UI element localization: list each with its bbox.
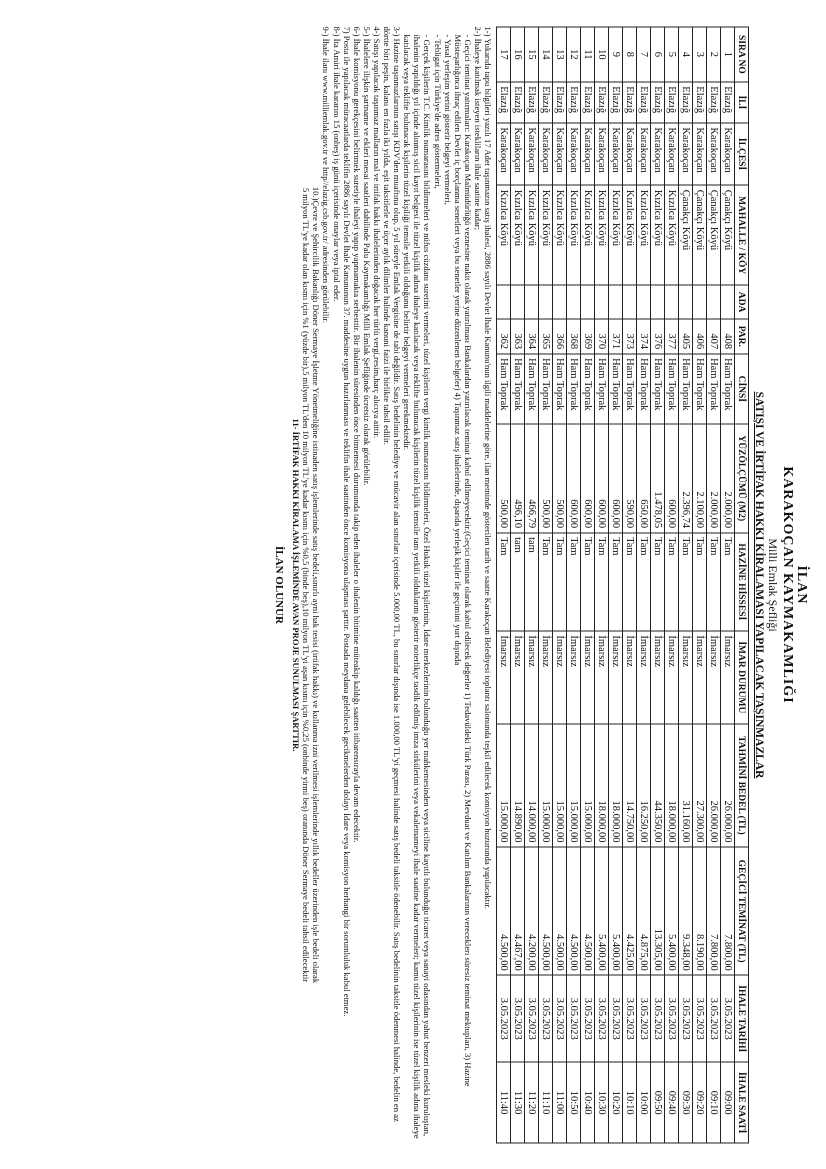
table-cell: 10:50 — [567, 1062, 581, 1143]
table-cell: Elazığ — [497, 81, 511, 122]
table-cell: Çanakçı Köyü — [707, 185, 721, 285]
table-cell: 2.396,74 — [679, 423, 693, 532]
table-cell: 10 — [595, 27, 609, 82]
table-cell: Ham Toprak — [497, 353, 511, 423]
table-cell: Karakoçan — [553, 122, 567, 184]
table-cell: 14.000,00 — [525, 723, 539, 846]
table-cell: 4.875,00 — [637, 847, 651, 975]
table-cell: Elazığ — [609, 81, 623, 122]
table-cell: 3.05.2023 — [651, 975, 665, 1062]
table-cell: Ham Toprak — [567, 353, 581, 423]
tender-notes — [291, 26, 493, 1143]
table-cell: 4.425,00 — [623, 847, 637, 975]
table-row — [679, 27, 693, 1143]
table-cell: 368 — [567, 318, 581, 353]
table-cell: 10:20 — [609, 1062, 623, 1143]
table-cell: Karakoçan — [595, 122, 609, 184]
table-row — [721, 27, 735, 1143]
note-2-teminat: - Geçici teminat yatırmaları: Karakoçan Malmüdürlüğü veznesine nakit olarak yatırılması Bankalardan yatırılacak teminat kabul edilmeyecektir.(Geçici teminat olarak kabul edilecek değerler 1) Tedavüldeki Türk Parası, 2) Mevduat ve Katılım Bankalarının vereceklerı süresiz teminat mektupları, 3) Hazine Müsteşarlığınca ihraç edilen Devlet iç borçlanma senetleri veya bu senetler yerine düzenlenen belgeler) 4) Taşınmaz satış ihalelerinde, dışarıda yerleşik kişiler ile geçimini yurt dışında — [452, 34, 473, 1087]
table-cell: Elazığ — [679, 81, 693, 122]
note-7: 7) Posta ile yapılacak müracaatlarda teklifin 2886 sayılı Devlet İhale Kanununun 37. maddesine uygun hazırlanması ve teklifin ihale saatinden önce komisyona ulaşması şarttır. Postada meydana gelebilecek gecikmelerden dolayı İdare veya komisyon herhangi bir sorumluluk kabul etmez. — [341, 26, 352, 1016]
table-cell: Karakoçan — [539, 122, 553, 184]
table-cell: Kızılca Köyü — [665, 185, 679, 285]
table-cell: Ham Toprak — [525, 353, 539, 423]
table-cell: 27.300,00 — [693, 723, 707, 846]
table-cell: Tam — [567, 532, 581, 630]
table-cell: Tam — [539, 532, 553, 630]
table-cell: 8 — [623, 27, 637, 82]
table-cell: tam — [525, 532, 539, 630]
table-cell: 09:50 — [651, 1062, 665, 1143]
table-cell: 4.500,00 — [553, 847, 567, 975]
table-cell: 3.05.2023 — [525, 975, 539, 1062]
table-cell: 363 — [511, 318, 525, 353]
note-2-tebligat: - Tebligat için Türkiye'de adres göstermeleri, — [432, 34, 443, 189]
table-cell: 2.000,00 — [721, 423, 735, 532]
table-cell: İmarsız — [679, 630, 693, 723]
table-cell: İmarsız — [595, 630, 609, 723]
table-title: SATIŞI VE İRTİFAK HAKKI KİRALAMASI YAPILACAK TAŞINMAZLAR — [753, 391, 765, 778]
table-cell: 3.05.2023 — [623, 975, 637, 1062]
table-cell: 365 — [539, 318, 553, 353]
table-cell: İmarsız — [707, 630, 721, 723]
table-cell: Karakoçan — [497, 122, 511, 184]
table-cell: Elazığ — [553, 81, 567, 122]
table-cell: 408 — [721, 318, 735, 353]
table-cell: 500,00 — [497, 423, 511, 532]
table-cell: 2 — [707, 27, 721, 82]
table-header-row — [735, 27, 749, 1143]
table-cell: Karakoçan — [707, 122, 721, 184]
table-cell: Tam — [679, 532, 693, 630]
table-cell: 3.05.2023 — [595, 975, 609, 1062]
table-cell: İmarsız — [665, 630, 679, 723]
column-header: İLİ — [735, 81, 749, 122]
table-cell: 8.190,00 — [693, 847, 707, 975]
table-cell: 31.160,00 — [679, 723, 693, 846]
table-cell: 366 — [553, 318, 567, 353]
table-cell: 16 — [511, 27, 525, 82]
table-cell: Karakoçan — [567, 122, 581, 184]
table-cell: Tam — [497, 532, 511, 630]
table-cell: 4.500,00 — [539, 847, 553, 975]
table-cell: Ham Toprak — [665, 353, 679, 423]
note-5: 5-) İhalelere ilişkin şartname ve ekleri mesai saatleri dahilinde Palu Kaymakamlığı Milli Emlak Şefliğinde ücretsiz olarak görülebilir. — [361, 26, 372, 485]
table-cell: Ham Toprak — [623, 353, 637, 423]
table-cell: 5.400,00 — [595, 847, 609, 975]
table-cell: 3.05.2023 — [581, 975, 595, 1062]
table-cell — [665, 285, 679, 319]
table-cell: Karakoçan — [623, 122, 637, 184]
table-cell: Kızılca Köyü — [567, 185, 581, 285]
dept-name: Milli Emlak Şefliği — [766, 537, 780, 632]
table-cell — [721, 285, 735, 319]
table-cell: İmarsız — [651, 630, 665, 723]
column-header: İHALE SAATİ — [735, 1062, 749, 1143]
table-cell: 12 — [567, 27, 581, 82]
table-cell: 15.000,00 — [581, 723, 595, 846]
table-cell: 11 — [581, 27, 595, 82]
column-header: PAR. — [735, 318, 749, 353]
table-cell: 1 — [721, 27, 735, 82]
note-10: 10.)Çevre ve Şehircilik Bakanlığı Döner Sermaye İşletme Yönetmeliğine istinaden satış işlemlerinde satış bedeli,sınırlı ayni hak tesisi (irtifak hakkı) ve kullanma izni verilmesi işlemlerinde yıllık bedeller üzerinden işle bedeli olarak — [311, 186, 322, 983]
table-cell: 09:40 — [665, 1062, 679, 1143]
table-cell: 374 — [637, 318, 651, 353]
table-cell: Karakoçan — [609, 122, 623, 184]
table-row — [707, 27, 721, 1143]
table-cell: 3.05.2023 — [609, 975, 623, 1062]
table-cell: 9.348,00 — [679, 847, 693, 975]
table-cell: Tam — [693, 532, 707, 630]
table-cell: Karakoçan — [637, 122, 651, 184]
table-cell: 496,10 — [511, 423, 525, 532]
table-cell: Ham Toprak — [693, 353, 707, 423]
table-cell: Karakoçan — [651, 122, 665, 184]
table-cell: 3 — [693, 27, 707, 82]
table-cell: Tam — [595, 532, 609, 630]
table-cell: 17 — [497, 27, 511, 82]
table-cell: İmarsız — [567, 630, 581, 723]
table-cell: Elazığ — [623, 81, 637, 122]
table-cell: Ham Toprak — [679, 353, 693, 423]
table-cell: Elazığ — [707, 81, 721, 122]
table-cell: 5 — [665, 27, 679, 82]
table-cell: Elazığ — [581, 81, 595, 122]
closing-line: İLAN OLUNUR — [273, 545, 286, 624]
table-cell: 2.000,00 — [707, 423, 721, 532]
column-header: İHALE TARİHİ — [735, 975, 749, 1062]
table-cell: İmarsız — [497, 630, 511, 723]
table-cell: Kızılca Köyü — [651, 185, 665, 285]
note-6: 6-) İhale komisyonu gerekçesini belirtmek suretiyle ihaleyi yapıp yapmamakta serbesttir. Bir ihalenin süresinden önce bitmemesi durumunda takip eden ihaleler o ihalenin bitimine müteakip kaldığı saatten itibarensırayla devam edecektir. — [351, 26, 362, 842]
table-cell: 2.100,00 — [693, 423, 707, 532]
table-row — [567, 27, 581, 1143]
table-cell: Elazığ — [525, 81, 539, 122]
table-cell: Elazığ — [693, 81, 707, 122]
table-row — [637, 27, 651, 1143]
table-cell: 11:30 — [511, 1062, 525, 1143]
table-cell: Tam — [651, 532, 665, 630]
table-row — [525, 27, 539, 1143]
table-cell — [637, 285, 651, 319]
table-cell — [539, 285, 553, 319]
table-cell: 09:30 — [679, 1062, 693, 1143]
table-cell — [623, 285, 637, 319]
table-cell — [567, 285, 581, 319]
note-10-rates: 5 milyon TL'ye kadar olan kısmı için %1 (yüzde bir),5 milyon TL'den 10 milyon TL'ye kadar kısmı için %0,5 (binde beş),10 milyon TL'yi aşan kısmı için %0,25 (onbinde yirmi beş) oranında Döner Sermaye bedeli tahsil edilecektir — [301, 187, 312, 982]
table-cell: Elazığ — [665, 81, 679, 122]
note-2: 2-) İhaleye katılmak isteyen istekliların ihale saatine kadar; — [472, 26, 483, 230]
table-cell: 3.05.2023 — [721, 975, 735, 1062]
table-cell: Çanakçı Köyü — [693, 185, 707, 285]
table-cell: 600,00 — [665, 423, 679, 532]
table-cell: Ham Toprak — [721, 353, 735, 423]
table-cell: 4.500,00 — [497, 847, 511, 975]
table-cell: 10:00 — [637, 1062, 651, 1143]
table-cell: Ham Toprak — [539, 353, 553, 423]
table-cell: 4.467,00 — [511, 847, 525, 975]
table-cell: Ham Toprak — [511, 353, 525, 423]
table-cell: Kızılca Köyü — [497, 185, 511, 285]
table-row — [693, 27, 707, 1143]
table-cell: 11:10 — [539, 1062, 553, 1143]
table-row — [595, 27, 609, 1143]
table-cell — [693, 285, 707, 319]
table-cell: İmarsız — [609, 630, 623, 723]
table-cell: Elazığ — [595, 81, 609, 122]
column-header: CİNSİ — [735, 353, 749, 423]
column-header: TAHMİNİ BEDEL (TL) — [735, 723, 749, 846]
table-cell: İmarsız — [525, 630, 539, 723]
table-cell — [679, 285, 693, 319]
table-cell — [707, 285, 721, 319]
table-cell: 600,00 — [581, 423, 595, 532]
table-cell — [651, 285, 665, 319]
table-cell: 362 — [497, 318, 511, 353]
table-cell: 4.500,00 — [581, 847, 595, 975]
table-cell: Ham Toprak — [637, 353, 651, 423]
table-cell — [553, 285, 567, 319]
announcement-title: İLAN — [794, 564, 809, 604]
table-cell: Ham Toprak — [609, 353, 623, 423]
table-cell: Karakoçan — [525, 122, 539, 184]
table-cell: 15.000,00 — [567, 723, 581, 846]
table-cell: 14.750,00 — [623, 723, 637, 846]
table-row — [651, 27, 665, 1143]
table-cell: Elazığ — [651, 81, 665, 122]
column-header: HAZİNE HİSSESİ — [735, 532, 749, 630]
table-cell: 9 — [609, 27, 623, 82]
table-cell: 4.500,00 — [567, 847, 581, 975]
table-cell: 5.400,00 — [609, 847, 623, 975]
table-cell: 13.305,00 — [651, 847, 665, 975]
table-cell: Çanakçı Köyü — [679, 185, 693, 285]
column-header: İMAR DURUMU — [735, 630, 749, 723]
table-cell: Tam — [609, 532, 623, 630]
table-cell: Tam — [665, 532, 679, 630]
note-3: 3-) Hazine taşınmazlarının satışı KDV'den muaftına olup, 5 yıl süreyle Emlak Vergisine de tabi değildir. Satış bedelinin belediye ve mücavir alan sınırları içerisinde 5.000,00 TL, bu sınırlar dışında ise 1.000,00 TL'yi geçmesi halinde satış bedeli taksitle ödenebilir. Satış bedelinin taksitle ödenmesi halinde, bedelin en az dörtte biri peşin, kalanı en fazla iki yılda, eşit taksitlerle ve üçer aylık dilimler halinde kanuni faizi ile birlikte tahsil edilir. — [382, 26, 403, 1122]
table-cell — [525, 285, 539, 319]
table-cell: 13 — [553, 27, 567, 82]
table-cell: 14 — [539, 27, 553, 82]
column-header: GEÇİCİ TEMİNAT (TL) — [735, 847, 749, 975]
table-cell — [497, 285, 511, 319]
table-cell: 18.000,00 — [609, 723, 623, 846]
note-2-kimlik: - Gerçek kişilerin T.C. Kimlik numarasını bildirmeleri ve nüfus cüzdanı suretini vermeleri, tüzel kişilerin vergi kimlik numarasını bildirmeleri, Özel Hukuk tüzel kişilerinin, İdare merkezlerinin bulunduğu yer mahkemesinden veya siciline kayıtlı bulunduğu ticaret veya sanayi odasından yahut benzeri mesleki kuruluştan, ihalenin yapıldığı yıl içinde alınmış sicil kayıt belgesi ile tüzel kişilik adına ihaleye katılacak veya teklifte bulunacak kişilerin tüzel kişilik temsile tam yetkili olduklarını gösterir noterlikçe tasdik edilmiş imza sirkülerini veya vekaletnameyi ihale saatine kadar vermeleri; kamu tüzel kişilerinin ise tüzel kişilik adına ihaleye katılacak veya teklifte bulunacak kişilerin tüzel kişiliği temsile yetkili olduğunu belirtir belgeyi vermeleri gerekmektedir. — [402, 34, 433, 1139]
table-row — [539, 27, 553, 1143]
note-11: 11- İRTİFAK HAKKI KİRALAMA İŞLEMİNDE AVAN PROJE SUNULMASI ŞARTTIR. — [291, 418, 302, 751]
table-cell: 7.800,00 — [707, 847, 721, 975]
document-header — [752, 26, 808, 1143]
table-cell: Elazığ — [539, 81, 553, 122]
table-cell: 590,00 — [623, 423, 637, 532]
table-cell: 18.000,00 — [595, 723, 609, 846]
table-cell: İmarsız — [581, 630, 595, 723]
table-cell: 500,00 — [553, 423, 567, 532]
table-row — [581, 27, 595, 1143]
table-cell — [595, 285, 609, 319]
table-cell: 3.05.2023 — [497, 975, 511, 1062]
table-cell: 7.800,00 — [721, 847, 735, 975]
table-cell: 3.05.2023 — [539, 975, 553, 1062]
table-cell: 26.000,00 — [707, 723, 721, 846]
note-2-yerlesim: - Yasal yerleşim yerini gösterir belgeyi vermeleri, — [442, 34, 453, 205]
table-body — [497, 27, 735, 1143]
table-cell: Elazığ — [721, 81, 735, 122]
table-cell: İmarsız — [693, 630, 707, 723]
table-cell: 364 — [525, 318, 539, 353]
table-cell: Ham Toprak — [595, 353, 609, 423]
table-cell: 3.05.2023 — [693, 975, 707, 1062]
table-cell: 10:40 — [581, 1062, 595, 1143]
table-cell: Karakoçan — [665, 122, 679, 184]
table-cell — [581, 285, 595, 319]
table-cell: tam — [511, 532, 525, 630]
table-cell: 370 — [595, 318, 609, 353]
table-cell: 3.05.2023 — [679, 975, 693, 1062]
table-cell — [609, 285, 623, 319]
table-cell: 26.000,00 — [721, 723, 735, 846]
table-cell: 371 — [609, 318, 623, 353]
table-cell: 3.05.2023 — [637, 975, 651, 1062]
table-cell: Ham Toprak — [553, 353, 567, 423]
table-cell: 18.000,00 — [665, 723, 679, 846]
table-cell: 11:40 — [497, 1062, 511, 1143]
table-cell: 600,00 — [595, 423, 609, 532]
table-cell: Kızılca Köyü — [581, 185, 595, 285]
table-cell: 600,00 — [567, 423, 581, 532]
table-cell: Kızılca Köyü — [525, 185, 539, 285]
table-cell: 650,00 — [637, 423, 651, 532]
table-cell: 600,00 — [609, 423, 623, 532]
table-cell: 14.890,00 — [511, 723, 525, 846]
table-cell: Karakoçan — [581, 122, 595, 184]
org-name: KARAKOÇAN KAYMAKAMLIĞI — [780, 465, 795, 704]
table-cell: İmarsız — [623, 630, 637, 723]
table-cell: 406 — [693, 318, 707, 353]
table-cell: İmarsız — [553, 630, 567, 723]
table-cell: Elazığ — [567, 81, 581, 122]
table-cell: 11:20 — [525, 1062, 539, 1143]
column-header: SIRA NO — [735, 27, 749, 82]
table-row — [665, 27, 679, 1143]
table-cell: 4.200,00 — [525, 847, 539, 975]
table-cell: 377 — [665, 318, 679, 353]
table-cell: Tam — [637, 532, 651, 630]
column-header: ADA — [735, 285, 749, 319]
table-cell: 373 — [623, 318, 637, 353]
table-cell: 10:10 — [623, 1062, 637, 1143]
table-row — [497, 27, 511, 1143]
table-cell: Elazığ — [637, 81, 651, 122]
note-1: 1-) Yukarıda tapu bilgileri yazılı 17 Adet taşınmazın satış ihalesi, 2886 sayılı Devlet İhale Kanunu'nun ilgili maddelerine göre, ilan metninde gösterilen tarih ve saatte Karakoçan Belediyesi toplantı salonunda teşkil edilecek komisyon huzurunda yapılacaktır. — [483, 26, 493, 909]
note-4: 4-) Satışı yapılacak taşınmaz malların mal ve irtifak hakkı ihalelerinden doğacak her türlü vergi,resim,harç alıcıya aittir. — [371, 26, 382, 438]
table-cell: İmarsız — [721, 630, 735, 723]
table-cell: 3.05.2023 — [665, 975, 679, 1062]
table-cell: 1.478,05 — [651, 423, 665, 532]
table-row — [609, 27, 623, 1143]
table-cell: 3.05.2023 — [707, 975, 721, 1062]
table-cell: 3.05.2023 — [553, 975, 567, 1062]
table-cell: 4 — [679, 27, 693, 82]
table-cell: 405 — [679, 318, 693, 353]
table-cell: Kızılca Köyü — [511, 185, 525, 285]
table-cell: 3.05.2023 — [511, 975, 525, 1062]
table-row — [623, 27, 637, 1143]
table-cell: 15.000,00 — [497, 723, 511, 846]
table-cell: 15 — [525, 27, 539, 82]
table-cell: 6 — [651, 27, 665, 82]
column-header: YÜZÖLÇÜMÜ (M2) — [735, 423, 749, 532]
note-9: 9-) İhale ilanı www.milliemlak.gov.tr ve http//elazig.csb.gov.tr/ adresinden görülebilir. — [321, 26, 332, 323]
table-cell: Tam — [623, 532, 637, 630]
table-cell: İmarsız — [637, 630, 651, 723]
table-cell: Kızılca Köyü — [623, 185, 637, 285]
table-cell: İmarsız — [511, 630, 525, 723]
table-cell: Karakoçan — [511, 122, 525, 184]
table-cell: Elazığ — [511, 81, 525, 122]
table-cell: Ham Toprak — [651, 353, 665, 423]
table-cell: 466,79 — [525, 423, 539, 532]
table-cell: Çanakçı Köyü — [721, 185, 735, 285]
table-cell: Tam — [553, 532, 567, 630]
table-cell: Kızılca Köyü — [539, 185, 553, 285]
table-cell: 7 — [637, 27, 651, 82]
table-cell: 10:30 — [595, 1062, 609, 1143]
table-cell: 369 — [581, 318, 595, 353]
table-cell: 500,00 — [539, 423, 553, 532]
table-cell: Tam — [721, 532, 735, 630]
note-8: 8-) İta Amiri ihale kararını 15 (onbeş) iş günü içerisinde onaylar veya iptal eder. — [331, 26, 342, 301]
table-cell: 5.400,00 — [665, 847, 679, 975]
table-cell: 376 — [651, 318, 665, 353]
column-header: İLÇESİ — [735, 122, 749, 184]
table-cell — [511, 285, 525, 319]
column-header: MAHALLE / KÖY — [735, 185, 749, 285]
table-cell: 44.350,00 — [651, 723, 665, 846]
table-cell: 15.000,00 — [539, 723, 553, 846]
table-cell: 09:20 — [693, 1062, 707, 1143]
table-cell: 407 — [707, 318, 721, 353]
table-cell: Ham Toprak — [581, 353, 595, 423]
table-cell: 09:00 — [721, 1062, 735, 1143]
table-cell: Kızılca Köyü — [595, 185, 609, 285]
table-row — [511, 27, 525, 1143]
table-cell: 09:10 — [707, 1062, 721, 1143]
table-cell: İmarsız — [539, 630, 553, 723]
table-cell: Ham Toprak — [707, 353, 721, 423]
table-cell: Tam — [581, 532, 595, 630]
table-cell: Kızılca Köyü — [609, 185, 623, 285]
table-row — [553, 27, 567, 1143]
table-cell: Tam — [707, 532, 721, 630]
table-cell: Kızılca Köyü — [553, 185, 567, 285]
table-cell: 11:00 — [553, 1062, 567, 1143]
table-cell: 3.05.2023 — [567, 975, 581, 1062]
table-cell: Kızılca Köyü — [637, 185, 651, 285]
table-cell: Karakoçan — [721, 122, 735, 184]
table-cell: Karakoçan — [679, 122, 693, 184]
table-cell: 16.250,00 — [637, 723, 651, 846]
table-cell: 15.000,00 — [553, 723, 567, 846]
property-table — [496, 26, 749, 1143]
table-cell: Karakoçan — [693, 122, 707, 184]
